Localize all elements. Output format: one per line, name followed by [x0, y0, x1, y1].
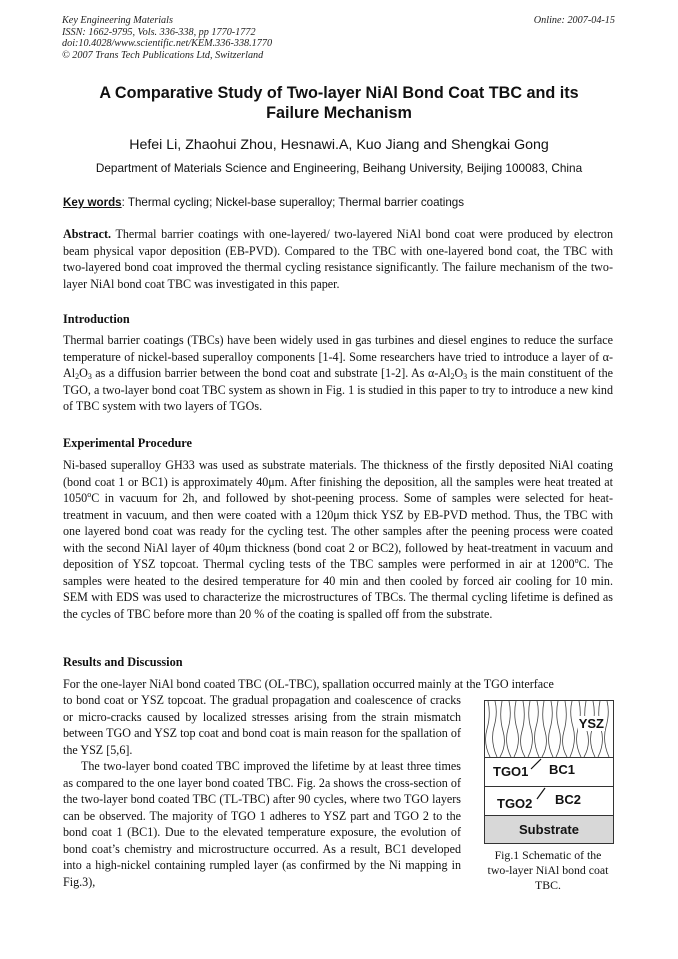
doi-link[interactable]: doi:10.4028/www.scientific.net/KEM.336-338.1770 [62, 38, 273, 50]
online-date: Online: 2007-04-15 [533, 15, 615, 26]
keywords-text: Thermal cycling; Nickel-base superalloy; Thermal barrier coatings [124, 196, 465, 209]
figure-1 [484, 700, 616, 893]
experimental-heading: Experimental Procedure [63, 436, 192, 450]
title-line-2: Failure Mechanism [266, 103, 412, 122]
tgo2-bc2-layer [485, 787, 613, 816]
results-heading: Results and Discussion [63, 655, 183, 669]
journal-name: Key Engineering Materials [62, 15, 173, 26]
ysz-layer [485, 701, 613, 758]
introduction-heading: Introduction [63, 312, 130, 326]
tgo1-bc1-layer [485, 758, 613, 787]
abstract-label: Abstract. [63, 227, 112, 241]
issn: ISSN: 1662-9795, Vols. 336-338, pp 1770-1772 [62, 26, 256, 38]
experimental-text: Ni-based superalloy GH33 was used as substrate materials. The thickness of the firstly deposited NiAl coating (bond coat 1 or BC1) is approximately 40μm. After finishing the deposition, all the samples were heat treated at 1050$^o$C in vacuum for 2h, and followed by shot-peening process. Some of samples were selected for heat-treatment in vacuum, and then were coated with a 120μm thick YSZ by EB-PVD method. Thus, the TBC with one layered bond coat was ready for the cycling test. The other samples after the peening process were coated with the second NiAl layer of 40μm thickness (bond coat 2 or BC2), followed by heat-treatment in vacuum and deposition of YSZ topcoat. Thermal cycling tests of the TBC samples were performed in air at 1200$^o$C. The samples were heated to the desired temperature for 40 min and then cooled by forced air cooling for 10 min. SEM with EDS was used to characterize the microstructures of TBCs. The thermal cycling lifetime is defined as the cycles of TBC before more than 20 % of the coating is spalled off from the substrate. [63, 458, 613, 621]
results-paragraph-1: to bond coat or YSZ topcoat. The gradual propagation and coalescence of cracks or micro-cracks caused by localized stresses arising from the strain mismatch between TGO and YSZ top coat and bond coat is main reason for the spallation of the YSZ [5,6]. [63, 693, 461, 757]
journal-header [62, 15, 272, 61]
copyright: © 2007 Trans Tech Publications Ltd, Switzerland [62, 49, 264, 61]
results-first-line: For the one-layer NiAl bond coated TBC (OL-TBC), spallation occurred mainly at the TGO interface [63, 677, 554, 691]
tgo2-arrow [485, 787, 613, 815]
keywords-label: Key words [63, 196, 122, 209]
title-line-1: A Comparative Study of Two-layer NiAl Bond Coat TBC and its [99, 84, 579, 102]
keywords: Key words: Thermal cycling; Nickel-base superalloy; Thermal barrier coatings [63, 196, 465, 209]
figure-caption: Fig.1 Schematic of the two-layer NiAl bond coat TBC. [487, 848, 609, 892]
tgo1-label: TGO1 [493, 764, 529, 779]
ysz-label: YSZ [578, 716, 604, 731]
authors: Hefei Li, Zhaohui Zhou, Hesnawi.A, Kuo Jiang and Shengkai Gong [129, 137, 549, 153]
results-text [63, 692, 461, 890]
paper-title [62, 84, 616, 123]
substrate-layer: Substrate [485, 816, 613, 843]
affiliation: Department of Materials Science and Engineering, Beihang University, Beijing 100083, China [95, 161, 583, 175]
tgo1-arrow [485, 758, 613, 786]
abstract [63, 226, 613, 292]
results-paragraph-2: The two-layer bond coated TBC improved the lifetime by at least three times as compared to the one layer bond coated TBC. Fig. 2a shows the cross-section of the two-layer bond coated TBC (TL-TBC) after 90 cycles, where two TGO layers can be observed. The majority of TGO 1 adheres to YSZ part and TGO 2 to the bond coat 1 (BC1). Due to the elevated temperature exposure, the evolution of bond coat’s chemistry and microstructure occurred. As a result, BC1 developed into a high-nickel containing rumpled layer (as confirmed by the Ni mapping in Fig.3), [63, 759, 461, 889]
introduction-text: Thermal barrier coatings (TBCs) have been widely used in gas turbines and diesel engines to reduce the surface temperature of nickel-based superalloy components [1-4]. Some researchers have tried to introduce a layer of $\alpha-Al_2O_3$ as a diffusion barrier between the bond coat and substrate [1-2]. As $\alpha-Al_2O_3$ is the main constituent of the TGO, a two-layer bond coat TBC system as shown in Fig. 1 is studied in this paper to try to introduce a new kind of TBC system with two layers of TGOs. [63, 333, 613, 413]
bc1-label: BC1 [549, 762, 576, 777]
bc2-label: BC2 [555, 792, 582, 807]
layer-schematic [484, 700, 614, 844]
tgo2-label: TGO2 [497, 796, 533, 811]
abstract-text: Thermal barrier coatings with one-layered/ two-layered NiAl bond coat were produced by electron beam physical vapor deposition (EB-PVD). Compared to the TBC with one-layered bond coat, the TBC with two-layered bond coat improved the thermal cycling resistance significantly. The failure mechanism of the two-layer NiAl bond coat TBC was investigated in this paper. [63, 227, 613, 291]
